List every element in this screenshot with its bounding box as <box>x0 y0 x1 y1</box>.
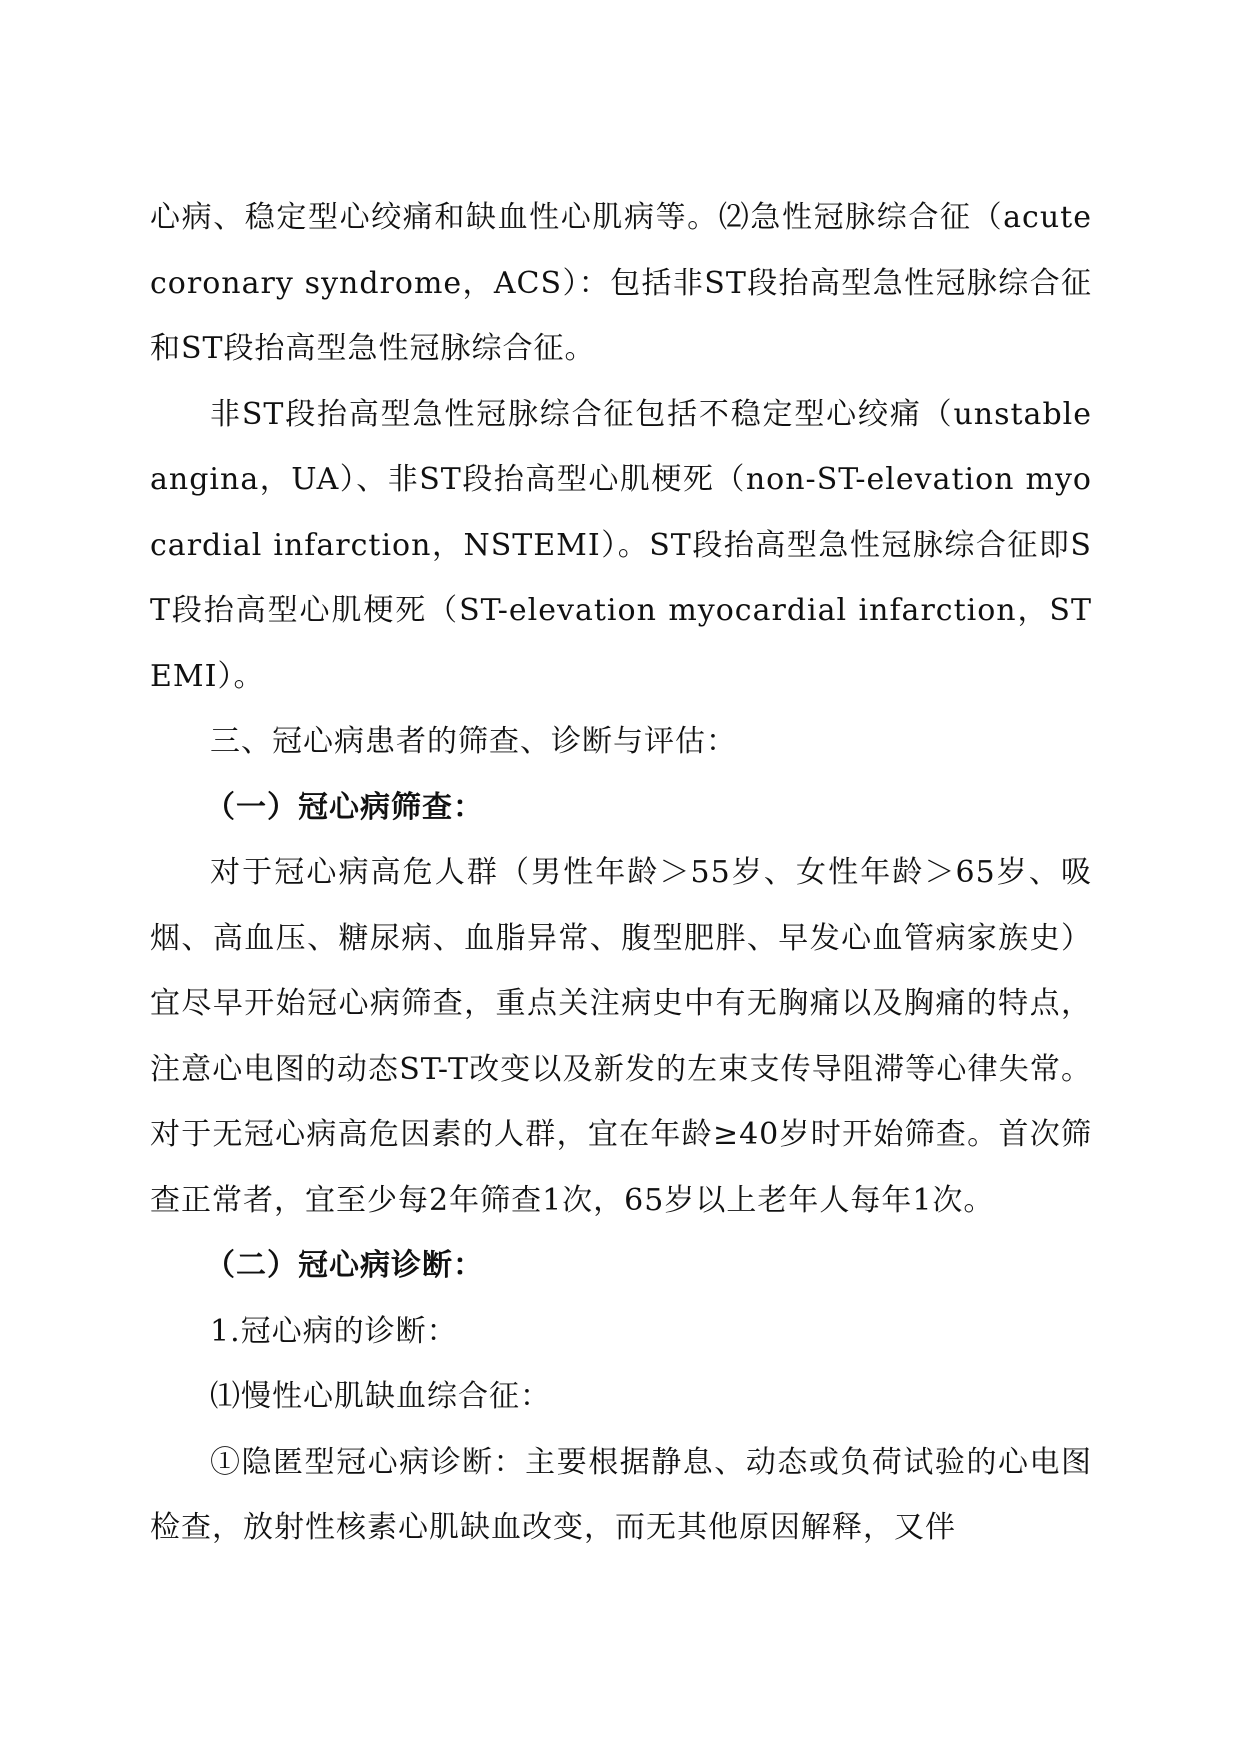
subheading-diagnosis: （二）冠心病诊断： <box>205 1248 484 1283</box>
paragraph-silent-chd: ①隐匿型冠心病诊断：主要根据静息、动态或负荷试验的心电图检查，放射性核素心肌缺血改变，而无其他原因解释，又伴 <box>150 1444 1092 1545</box>
paragraph-screening: 对于冠心病高危人群（男性年龄＞55岁、女性年龄＞65岁、吸烟、高血压、糖尿病、血脂异常、腹型肥胖、早发心血管病家族史）宜尽早开始冠心病筛查，重点关注病史中有无胸痛以及胸痛的特点，注意心电图的动态ST-T改变以及新发的左束支传导阻滞等心律失常。对于无冠心病高危因素的人群，宜在年龄≥40岁时开始筛查。首次筛查正常者，宜至少每2年筛查1次，65岁以上老年人每年1次。 <box>150 855 1092 1218</box>
item-diagnosis-number: 1.冠心病的诊断： <box>210 1313 458 1349</box>
subheading-screening: （一）冠心病筛查： <box>205 789 484 825</box>
item-chronic-ischemia: ⑴慢性心肌缺血综合征： <box>210 1379 551 1414</box>
paragraph-nste-acs: 非ST段抬高型急性冠脉综合征包括不稳定型心绞痛（unstable angina，UA）、非ST段抬高型心肌梗死（non-ST-elevation myocardial infarction，NSTEMI）。ST段抬高型急性冠脉综合征即ST段抬高型心肌梗死（ST-elevation myocardial infarction，STEMI）。 <box>150 396 1092 694</box>
section-heading-screening-diagnosis: 三、冠心病患者的筛查、诊断与评估： <box>210 724 737 759</box>
document-body <box>150 185 1092 1561</box>
paragraph-coronary-types: 心病、稳定型心绞痛和缺血性心肌病等。⑵急性冠脉综合征（acute coronary syndrome，ACS）：包括非ST段抬高型急性冠脉综合征和ST段抬高型急性冠脉综合征。 <box>150 200 1092 366</box>
